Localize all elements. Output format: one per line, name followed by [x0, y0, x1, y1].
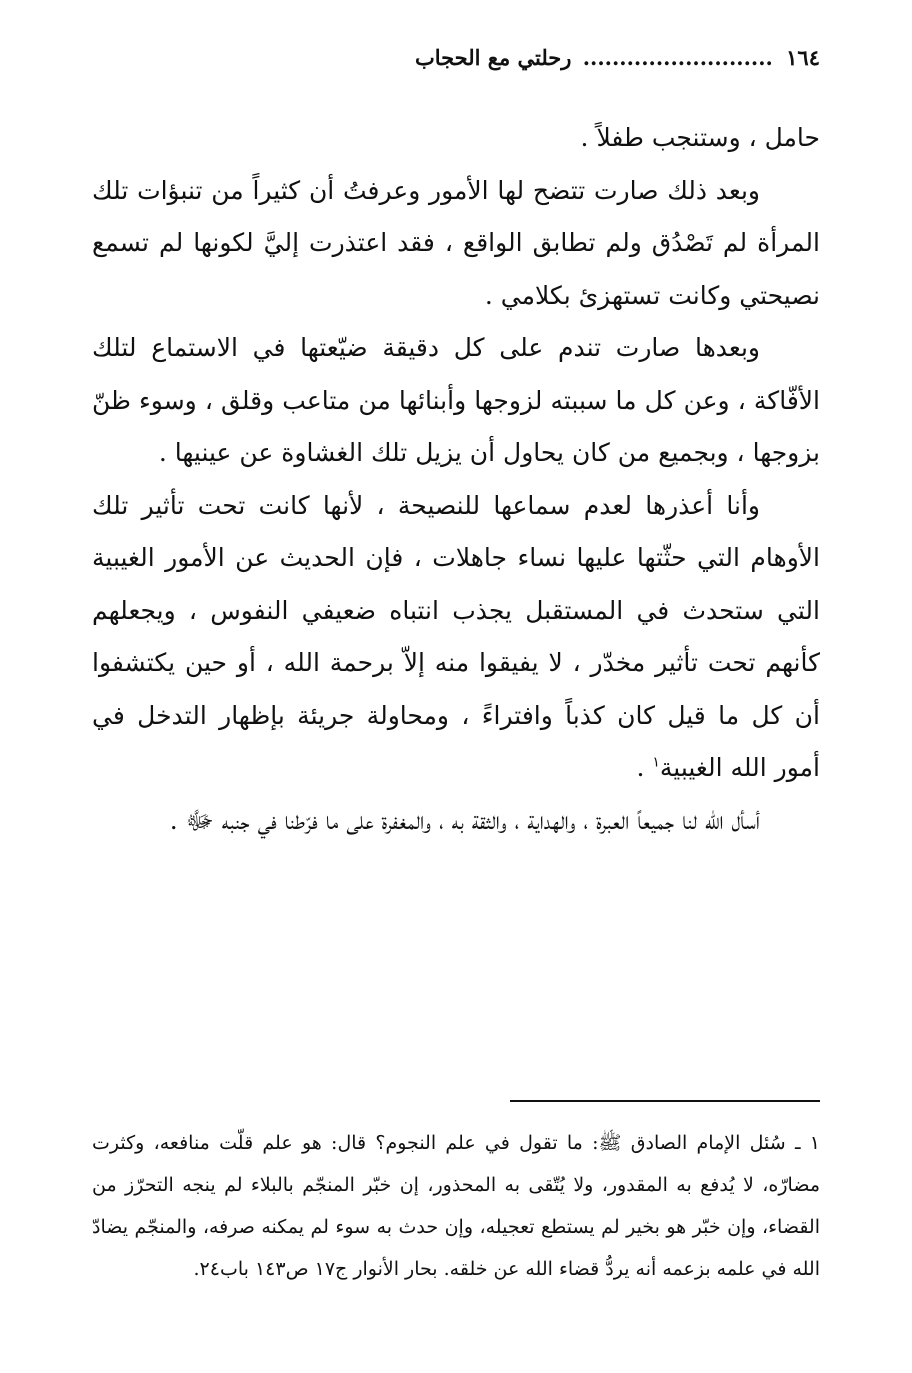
- paragraph-4-tail: .: [636, 753, 653, 782]
- footnote-separator: [510, 1100, 820, 1102]
- header-title: رحلتي مع الحجاب: [414, 45, 572, 70]
- running-header: [92, 40, 820, 76]
- paragraph-3: وبعدها صارت تندم على كل دقيقة ضيّعتها في الاستماع لتلك الأفّاكة ، وعن كل ما سببته لزوجها وأبنائها من متاعب وقلق ، وسوء ظنّ بزوجها ، وبجميع من كان يحاول أن يزيل تلك الغشاوة عن عينيها .: [92, 333, 820, 467]
- paragraph-5: أسأل الله لنا جميعاً العبرة ، والهداية ، والثقة به ، والمغفرة على ما فرّطنا في جنبه ﷻ .: [169, 805, 760, 835]
- body-text: [92, 112, 820, 847]
- paragraph-2: وبعد ذلك صارت تتضح لها الأمور وعرفتُ أن كثيراً من تنبؤات تلك المرأة لم تَصْدُق ولم تطابق الواقع ، فقد اعتذرت إليَّ لكونها لم تسمع نصيحتي وكانت تستهزئ بكلامي .: [92, 175, 820, 310]
- header-leader-dots: ..........................: [582, 45, 773, 70]
- footnote: ١ ـ سُئل الإمام الصادق ﷺ: ما تقول في علم النجوم؟ قال: هو علم قلّت منافعه، وكثرت مضارّه، لا يُدفع به المقدور، ولا يُتّقى به المحذور، إن خبّر المنجّم بالبلاء لم ينجه التحرّز من القضاء، وإن خبّر هو بخير لم يستطع تعجيله، وإن حدث به سوء لم يمكنه صرفه، والمنجّم يضادّ الله في علمه بزعمه أنه يردُّ قضاء الله عن خلقه. بحار الأنوار ج١٧ ص١٤٣ باب٢٤.: [92, 1132, 820, 1280]
- page-number: ١٦٤: [786, 45, 820, 70]
- paragraph-1: حامل ، وستنجب طفلاً .: [580, 123, 820, 152]
- paragraph-4-text: وأنا أعذرها لعدم سماعها للنصيحة ، لأنها كانت تحت تأثير تلك الأوهام التي حثّتها عليها نساء جاهلات ، فإن الحديث عن الأمور الغيبية التي ستحدث في المستقبل يجذب انتباه ضعيفي النفوس ، ويجعلهم كأنهم تحت تأثير مخدّر ، لا يفيقوا منه إلاّ برحمة الله ، أو حين يكتشفوا أن كل ما قيل كان كذباً وافتراءً ، ومحاولة جريئة بإظهار التدخل في أمور الله الغيبية: [92, 490, 820, 782]
- paragraph-4: [92, 480, 820, 795]
- footnote-marker: ١: [652, 754, 660, 771]
